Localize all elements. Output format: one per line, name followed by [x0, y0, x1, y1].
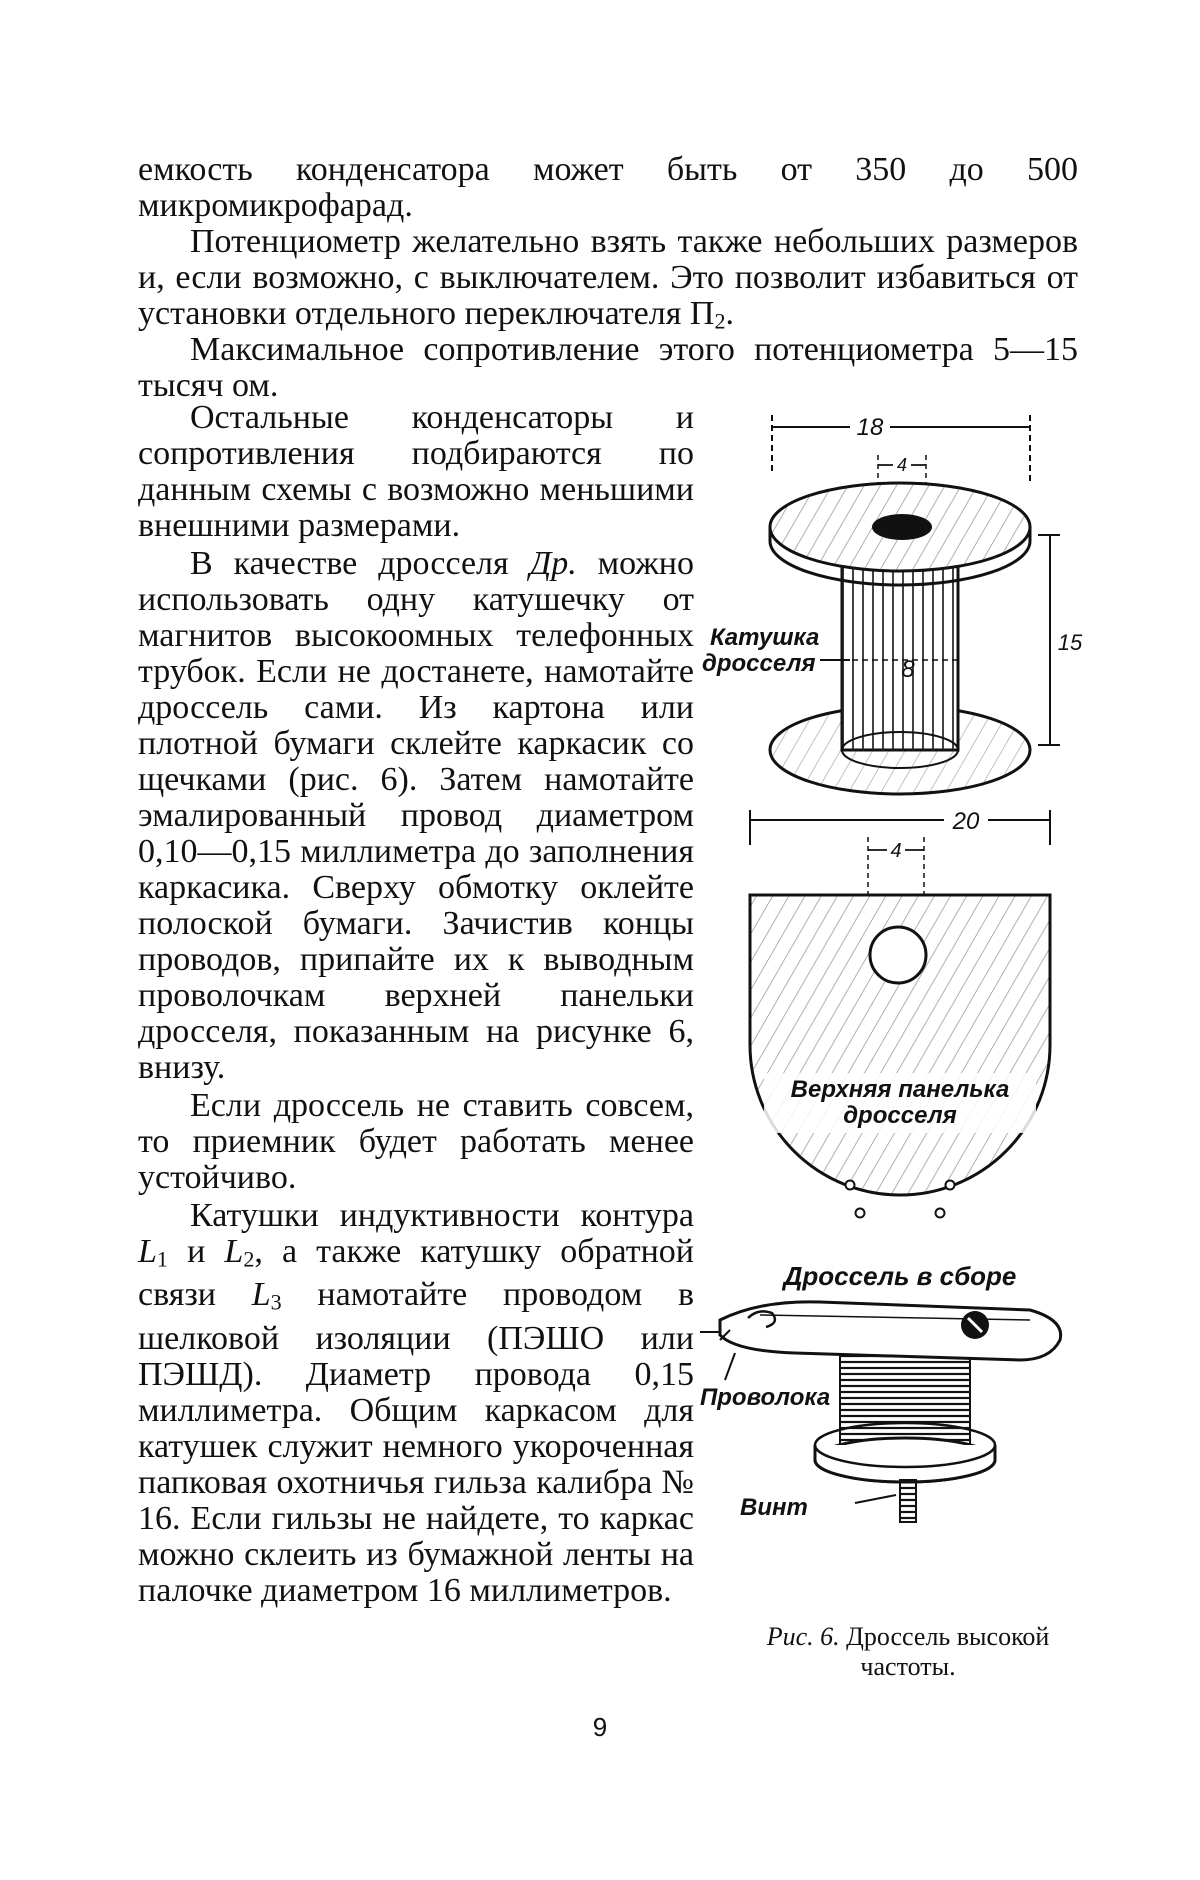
- paragraph-coils: Катушки индуктивности контура L1 и L2, а также катушку обратной связи L3 намотайте проводом в шелковой изоляции (ПЭШО или ПЭШД). Диаметр провода 0,15 миллиметра. Общим каркасом для катушек служит немного укороченная папковая охотничья гильза калибра № 16. Если гильзы не найдете, то каркас можно склеить из бумажной ленты на палочке диаметром 16 миллиметров.: [138, 1197, 694, 1609]
- caption-text: Дроссель высокой частоты.: [846, 1622, 1050, 1681]
- caption-prefix: Рис. 6.: [766, 1622, 840, 1651]
- dim-15-label: 15: [1057, 630, 1083, 655]
- dim-4-top-label: 4: [896, 455, 908, 475]
- paragraph-choke: В качестве дросселя Др. можно использовать одну катушечку от магнитов высокоомных телефонных трубок. Если не достанете, намотайте дроссель сами. Из картона или плотной бумаги склейте каркасик со щечками (рис. 6). Затем намотайте эмалированный провод диаметром 0,10—0,15 миллиметра до заполнения каркасика. Сверху обмотку оклейте полоской бумаги. Зачистив концы проводов, припайте их к выводным проволочкам верхней панельки дросселя, показанным на рисунке 6, внизу.: [138, 545, 695, 1086]
- text-column: [138, 400, 694, 1611]
- dim-8-label: 8: [901, 656, 915, 683]
- figure-6: [700, 405, 1100, 1695]
- coil-former-drawing: [702, 413, 1083, 794]
- text-capacitance: емкость конденсатора может быть от 350 до 500 микромикрофарад.: [138, 151, 1078, 224]
- paragraph-capacitor: [138, 152, 1078, 224]
- label-coil: Катушка: [710, 624, 820, 651]
- page-number: 9: [592, 1712, 608, 1742]
- text-potentiometer: Потенциометр желательно взять также небольших размеров и, если возможно, с выключателем. Это позволит избавиться от установки отдельного переключателя П2.: [138, 223, 1078, 334]
- dim-4-panel-label: 4: [890, 840, 902, 862]
- assembled-choke-drawing: [700, 1261, 1061, 1522]
- dim-20-label: 20: [952, 808, 980, 835]
- figure-caption: [718, 1622, 1098, 1682]
- label-upper-panel: Верхняя панелька: [790, 1076, 1010, 1103]
- upper-panel-drawing: [750, 807, 1050, 1218]
- label-wire: Проволока: [700, 1384, 831, 1411]
- label-assembly: Дроссель в сборе: [783, 1261, 1017, 1291]
- paragraph-max-resistance: [138, 332, 1078, 404]
- paragraph-other-components: Остальные конденсаторы и сопротивления подбираются по данным схемы с возможно меньшими внешними размерами.: [138, 399, 694, 544]
- paragraph-without-choke: Если дроссель не ставить совсем, то приемник будет работать менее устойчиво.: [138, 1087, 694, 1196]
- label-coil-second-line: дросселя: [702, 650, 816, 677]
- dim-18-label: 18: [856, 414, 884, 441]
- paragraph-potentiometer: [138, 224, 1078, 339]
- label-screw: Винт: [740, 1494, 808, 1521]
- text-max-resistance: Максимальное сопротивление этого потенциометра 5—15 тысяч ом.: [138, 331, 1078, 404]
- choke-illustration: [700, 405, 1100, 1615]
- label-upper-panel-second-line: дросселя: [843, 1102, 957, 1129]
